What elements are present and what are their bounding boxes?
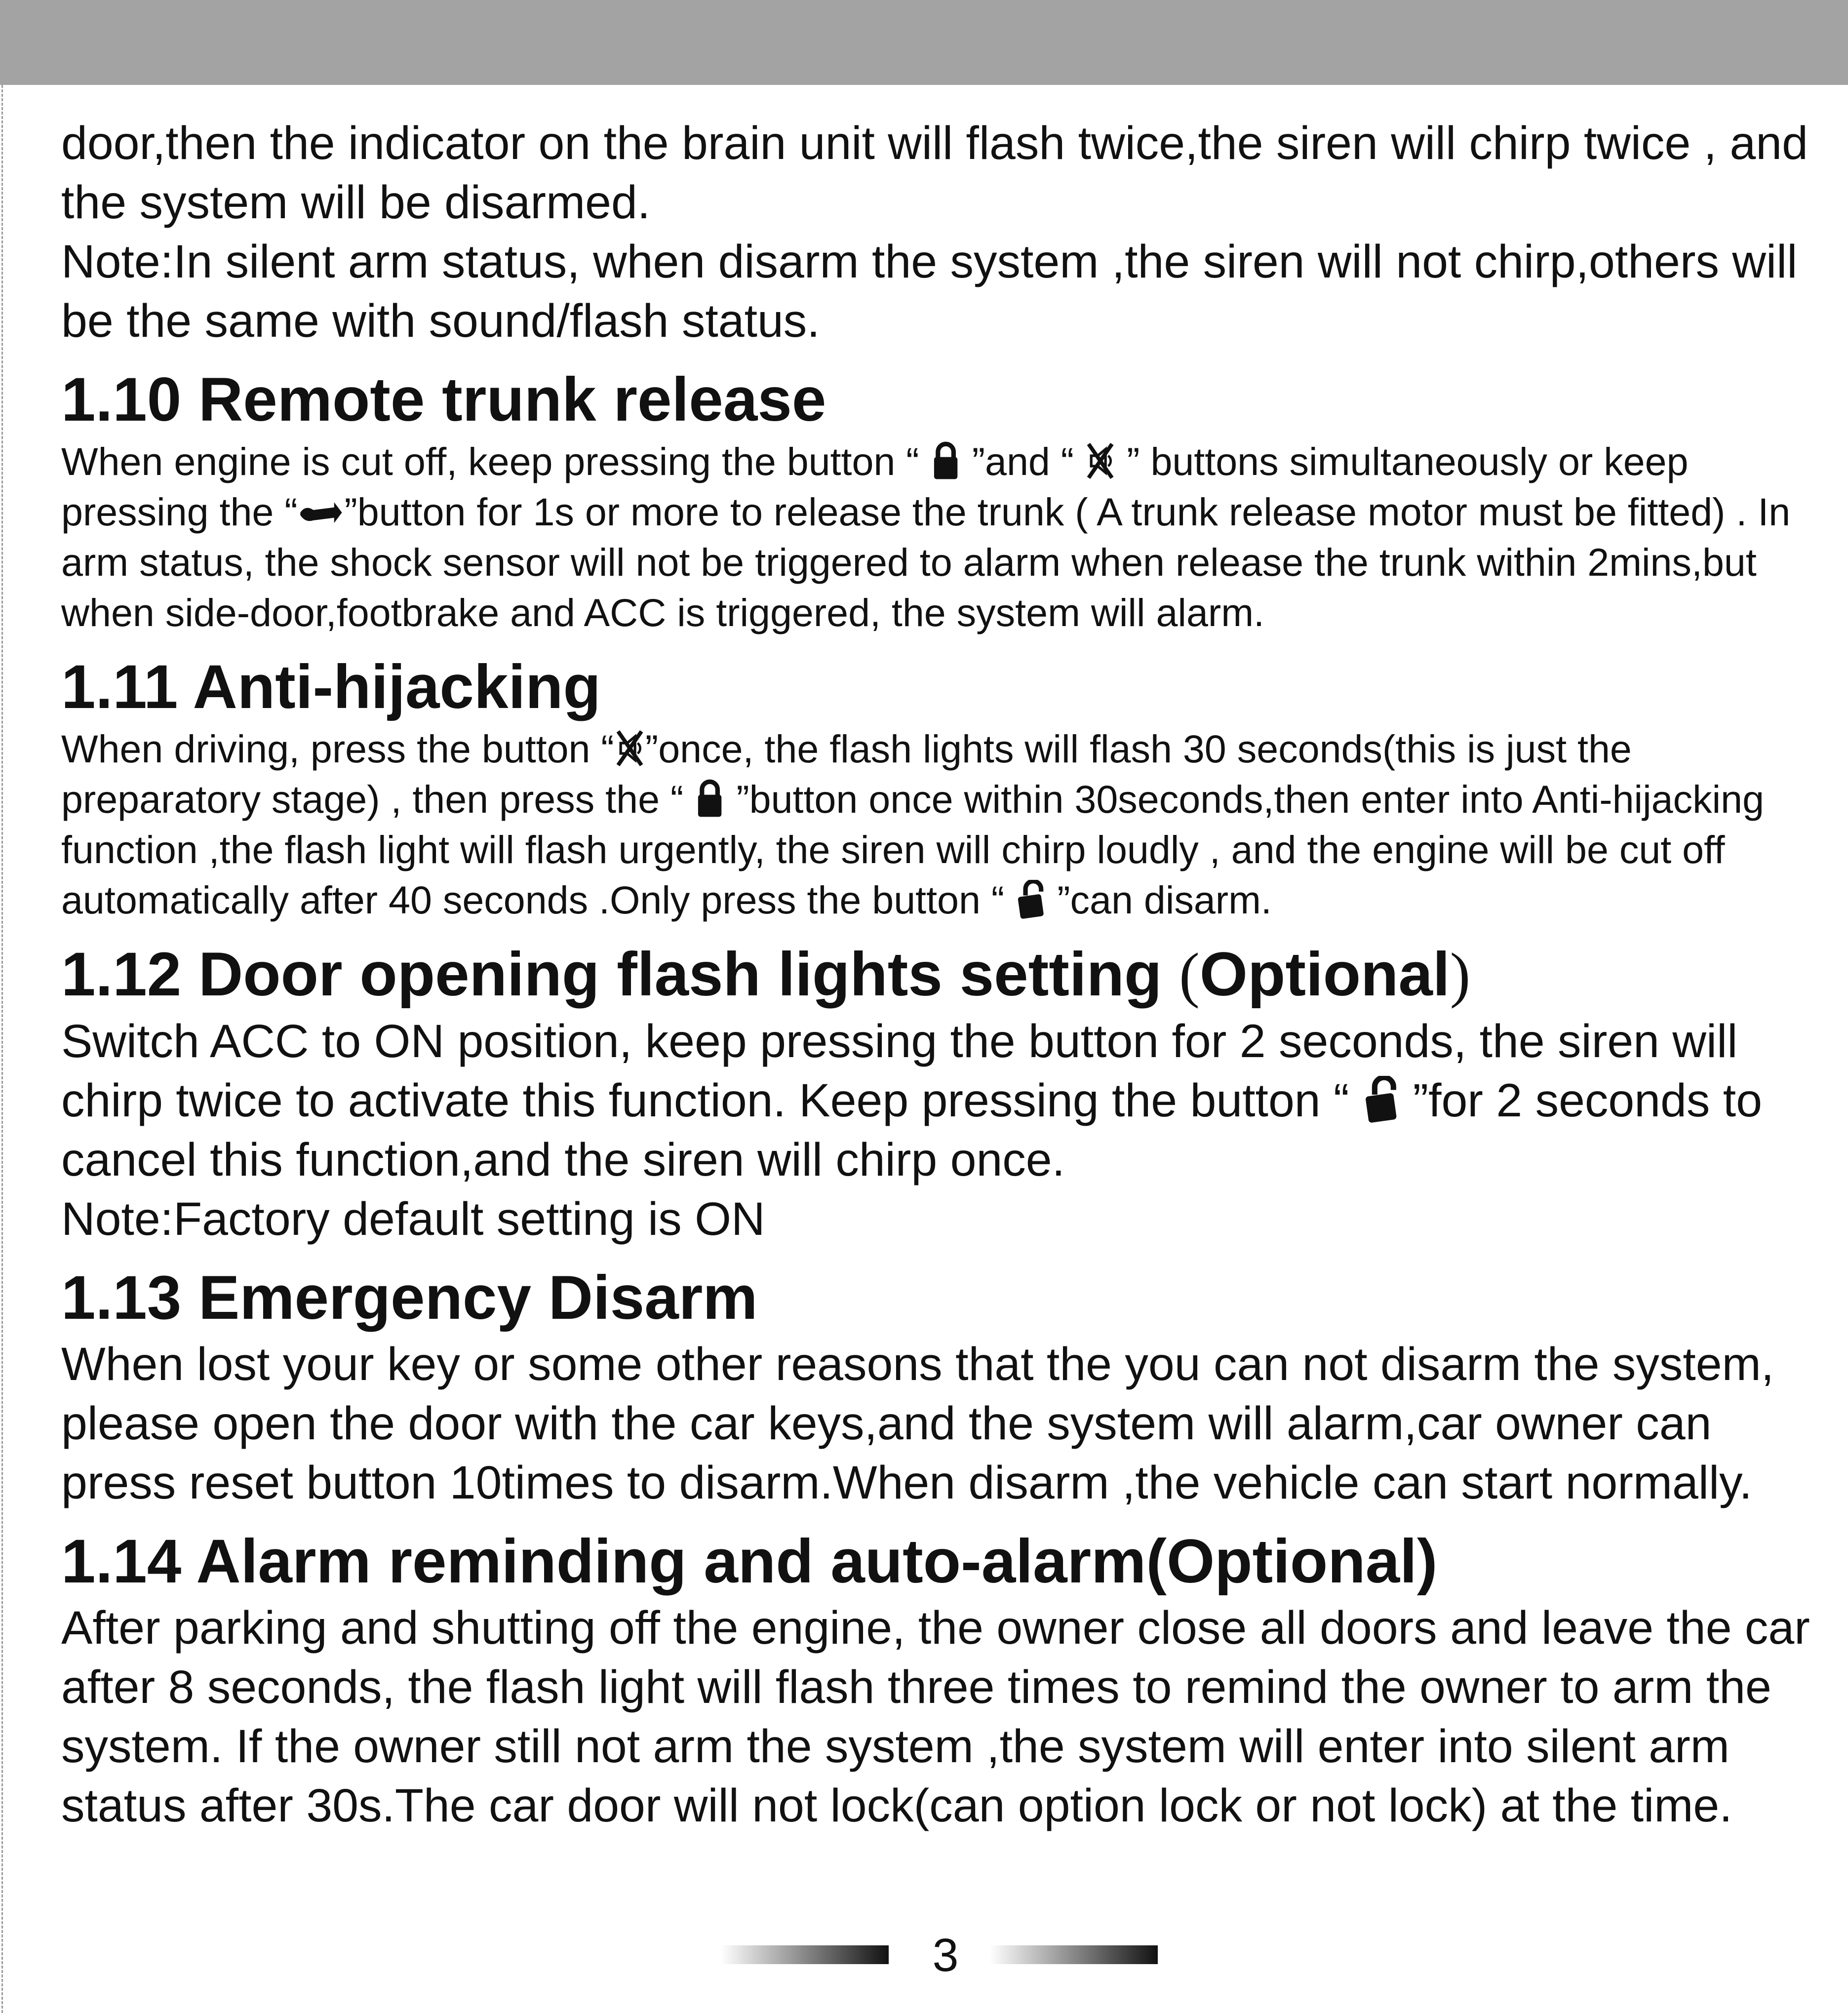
text-run: ”for 2 seconds to cancel this function,and the siren will chirp once. (61, 1074, 1763, 1186)
mute-speaker-icon (1085, 441, 1116, 480)
section-1-11-paragraph (61, 724, 1824, 925)
paren-close: ) (1450, 941, 1471, 1009)
trunk-release-icon (298, 492, 345, 531)
text-run: ”and “ (961, 439, 1085, 483)
left-cut-line (1, 85, 3, 2013)
section-1-14-title: 1.14 Alarm reminding and auto-alarm(Optional) (61, 1527, 1438, 1596)
mute-speaker-icon (614, 729, 645, 768)
text-run: ”once, the flash lights will flash 30 seconds(this is just the preparatory stage) , then press the “ (61, 727, 1632, 821)
section-1-14-paragraph: After parking and shutting off the engine, the owner close all doors and leave the car after 8 seconds, the flash light will flash three times to remind the owner to arm the system. If the owner still not arm the system ,the system will enter into silent arm status after 30s.The car door will not lock(can option lock or not lock) at the time. (61, 1602, 1810, 1832)
text-run: When driving, press the button “ (61, 727, 614, 771)
header-band (0, 0, 1848, 85)
text-run: ”button once within 30seconds,then enter into Anti-hijacking function ,the flash light will flash urgently, the siren will chirp loudly , and the engine will be cut off automatically after 40 seconds .Only press the button “ (61, 777, 1765, 922)
lock-icon (694, 779, 725, 818)
footer-bar-right (990, 1945, 1158, 1964)
section-1-11-title: 1.11 Anti-hijacking (61, 653, 601, 721)
text-run: ” buttons simultaneously or keep pressing the “ (61, 439, 1689, 534)
optional-label: Optional (1199, 940, 1450, 1009)
page-content (61, 114, 1824, 1835)
intro-paragraph: door,then the indicator on the brain unit will flash twice,the siren will chirp twice , and the system will be disarmed. (61, 117, 1808, 229)
intro-note: Note:In silent arm status, when disarm the system ,the siren will not chirp,others will be the same with sound/flash status. (61, 236, 1798, 347)
lock-icon (930, 441, 961, 480)
title-text: 1.12 Door opening flash lights setting (61, 940, 1180, 1009)
section-1-10-paragraph (61, 436, 1824, 638)
footer-bar-left (721, 1945, 889, 1964)
section-1-10-title: 1.10 Remote trunk release (61, 365, 826, 434)
text-run: When engine is cut off, keep pressing the button “ (61, 439, 930, 483)
text-run: In arm status, the shock sensor will not be triggered to alarm when release the trunk within 2mins,but when side-door,footbrake and ACC is triggered, the system will alarm. (61, 490, 1791, 634)
section-1-12-note: Note:Factory default setting is ON (61, 1193, 765, 1245)
section-1-13-paragraph: When lost your key or some other reasons that the you can not disarm the system, please open the door with the car keys,and the system will alarm,car owner can press reset button 10times to disarm.When disarm ,the vehicle can start normally. (61, 1338, 1774, 1509)
section-1-12-title (61, 940, 1824, 1010)
text-run: ”button for 1s or more to release the trunk ( A trunk release motor must be fitted) . (344, 490, 1747, 534)
text-run: Switch ACC to ON position, keep pressing the button for 2 seconds, the siren will chirp twice to activate this function. Keep pressing the button “ (61, 1015, 1738, 1127)
page-footer (0, 1926, 1848, 1985)
section-1-12-paragraph (61, 1012, 1824, 1189)
text-run: ”can disarm. (1046, 878, 1272, 922)
paren-open: ( (1179, 941, 1200, 1009)
unlock-icon (1015, 880, 1046, 919)
section-1-13-title: 1.13 Emergency Disarm (61, 1263, 758, 1332)
unlock-icon (1362, 1076, 1400, 1123)
page-number: 3 (932, 1929, 959, 1981)
